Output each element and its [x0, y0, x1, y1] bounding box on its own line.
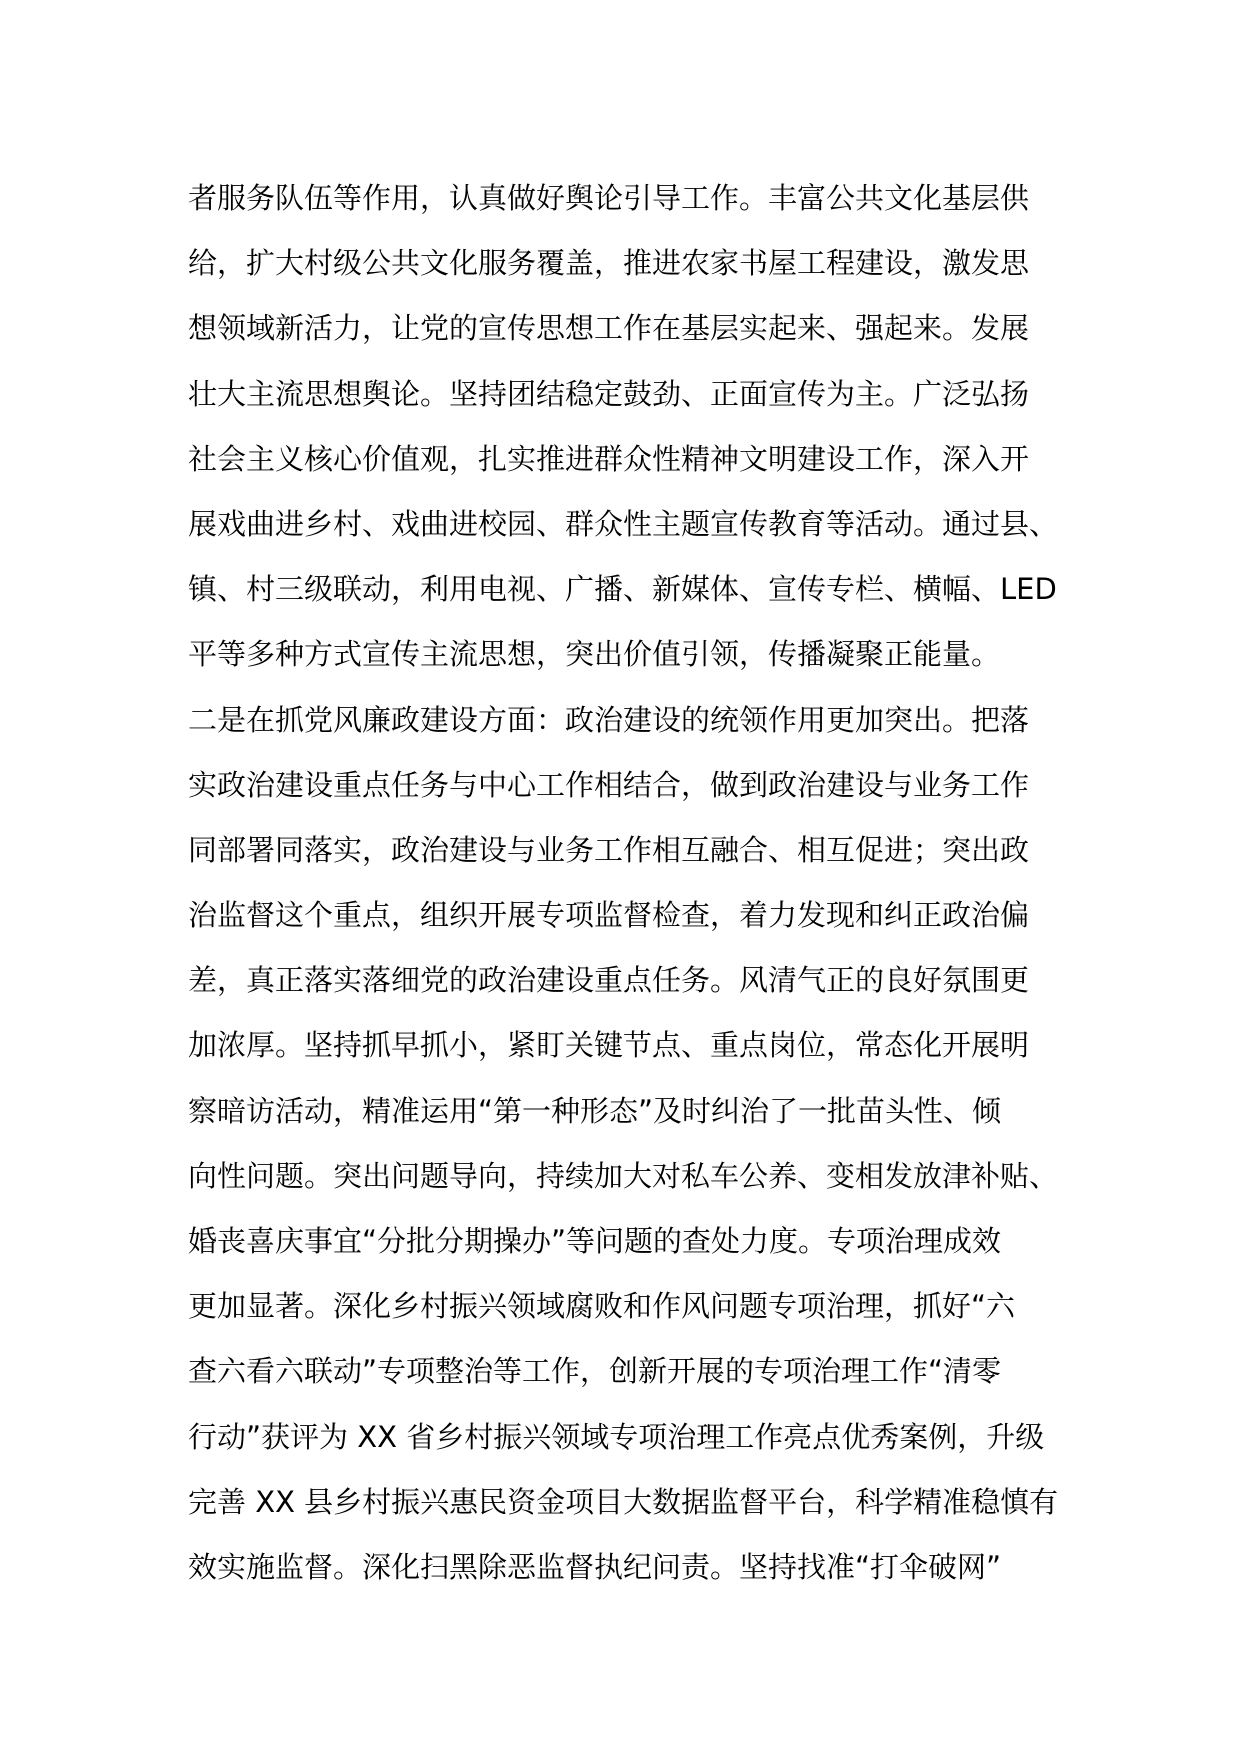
- text-line: 差，真正落实落细党的政治建设重点任务。风清气正的良好氛围更: [188, 963, 1030, 998]
- text-line: 察暗访活动，精准运用“第一种形态”及时纠治了一批苗头性、倾: [188, 1093, 1002, 1128]
- text-line: 社会主义核心价值观，扎实推进群众性精神文明建设工作，深入开: [188, 441, 1030, 476]
- text-line: 行动”获评为 XX 省乡村振兴领域专项治理工作亮点优秀案例，升级: [188, 1419, 1045, 1454]
- text-line: 镇、村三级联动，利用电视、广播、新媒体、宣传专栏、横幅、LED: [188, 572, 1057, 607]
- text-line: 平等多种方式宣传主流思想，突出价值引领，传播凝聚正能量。: [188, 637, 1001, 672]
- text-line: 加浓厚。坚持抓早抓小，紧盯关键节点、重点岗位，常态化开展明: [188, 1028, 1030, 1063]
- text-line: 二是在抓党风廉政建设方面：政治建设的统领作用更加突出。把落: [188, 702, 1030, 737]
- text-line: 婚丧喜庆事宜“分批分期操办”等问题的查处力度。专项治理成效: [188, 1224, 1002, 1258]
- text-line: 更加显著。深化乡村振兴领域腐败和作风问题专项治理，抓好“六: [188, 1289, 1016, 1324]
- text-line: 给，扩大村级公共文化服务覆盖，推进农家书屋工程建设，激发思: [188, 246, 1030, 281]
- text-line: 查六看六联动”专项整治等工作，创新开展的专项治理工作“清零: [188, 1354, 1002, 1389]
- text-line: 效实施监督。深化扫黑除恶监督执纪问责。坚持找准“打伞破网”: [188, 1549, 1002, 1584]
- text-line: 展戏曲进乡村、戏曲进校园、群众性主题宣传教育等活动。通过县、: [188, 506, 1059, 541]
- text-line: 治监督这个重点，组织开展专项监督检查，着力发现和纠正政治偏: [188, 898, 1030, 933]
- text-line: 想领域新活力，让党的宣传思想工作在基层实起来、强起来。发展: [188, 311, 1030, 346]
- text-line: 实政治建设重点任务与中心工作相结合，做到政治建设与业务工作: [188, 767, 1030, 802]
- body-text: [188, 166, 1068, 1600]
- text-line: 同部署同落实，政治建设与业务工作相互融合、相互促进；突出政: [188, 832, 1030, 867]
- text-line: 壮大主流思想舆论。坚持团结稳定鼓劲、正面宣传为主。广泛弘扬: [188, 376, 1030, 411]
- text-line: 完善 XX 县乡村振兴惠民资金项目大数据监督平台，科学精准稳慎有: [188, 1484, 1059, 1519]
- text-line: 者服务队伍等作用，认真做好舆论引导工作。丰富公共文化基层供: [188, 181, 1030, 215]
- text-line: 向性问题。突出问题导向，持续加大对私车公养、变相发放津补贴、: [188, 1158, 1059, 1193]
